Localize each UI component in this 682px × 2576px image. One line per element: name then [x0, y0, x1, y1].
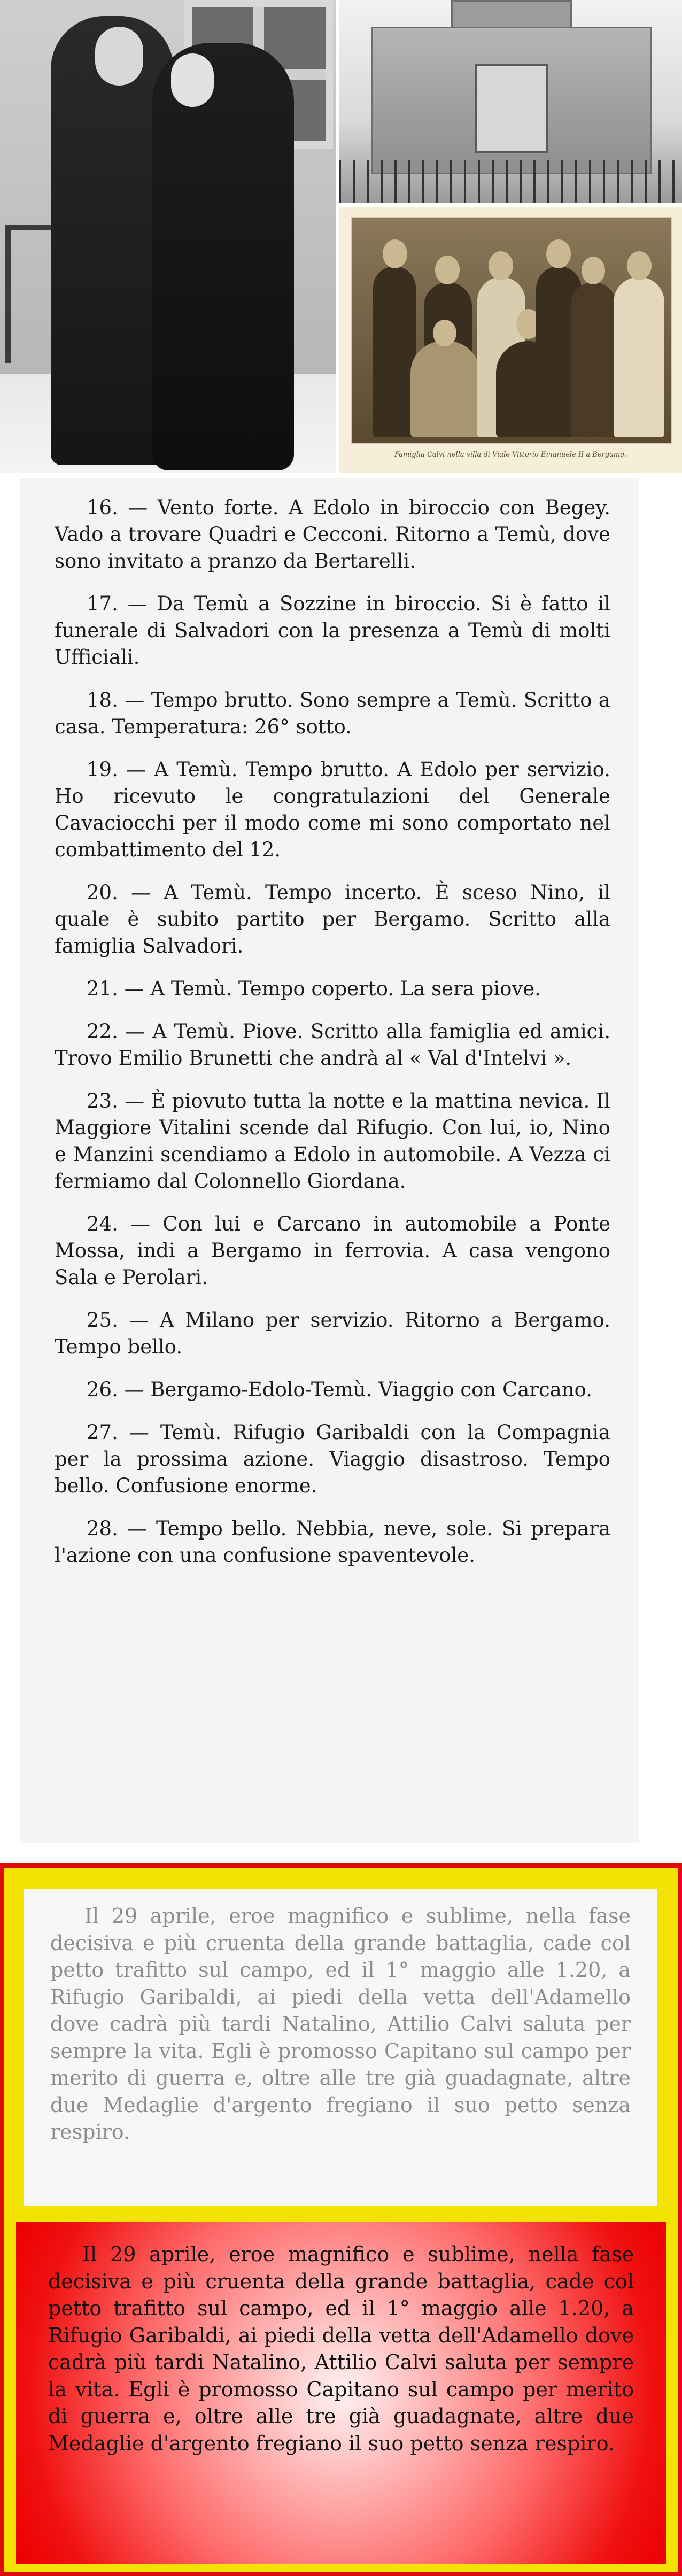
family-person-head [383, 239, 407, 268]
family-person [571, 282, 616, 437]
entry-day: 23. [87, 1089, 118, 1112]
entry-day: 26. [87, 1378, 118, 1401]
entry-text: — Con lui e Carcano in automobile a Ponte Mossa, indi a Bergamo in ferrovia. A casa vengono Sala e Perolari. [55, 1212, 610, 1289]
entry-text: — Tempo bello. Nebbia, neve, sole. Si prepara l'azione con una confusione spaventevole. [55, 1517, 610, 1567]
photo-man-face [95, 27, 143, 86]
diary-entry [55, 1211, 610, 1291]
entry-day: 18. [87, 689, 118, 711]
diary-entry [55, 1088, 610, 1195]
family-person [614, 277, 664, 437]
diary-entry [55, 1307, 610, 1360]
epilogue-quote-red [16, 2222, 666, 2564]
entry-text: — A Temù. Piove. Scritto alla famiglia ed amici. Trovo Emilio Brunetti che andrà al « Val d'Intelvi ». [55, 1020, 610, 1070]
family-person-head [435, 256, 460, 284]
entry-day: 17. [87, 592, 118, 615]
entry-day: 21. [87, 977, 118, 1000]
diary-entry [55, 494, 610, 575]
entry-text: — Bergamo-Edolo-Temù. Viaggio con Carcano. [118, 1378, 592, 1401]
epilogue-text-grey: Il 29 aprile, eroe magnifico e sublime, nella fase decisiva e più cruenta della grande battaglia, cade col petto trafitto sul campo, ed il 1° maggio alle 1.20, a Rifugio Garibaldi, ai piedi della vetta dell'Adamello dove cadrà più tardi Natalino, Attilio Calvi saluta per sempre la vita. Egli è promosso Capitano sul campo per merito di guerra e, oltre alle tre già guadagnate, altre due Medaglie d'argento fregiano il suo petto senza respiro. [50, 1904, 631, 2144]
entry-day: 20. [87, 881, 118, 904]
family-photo [339, 207, 682, 473]
monument-photo [339, 0, 682, 203]
entry-day: 27. [87, 1421, 118, 1444]
epilogue-text-red: Il 29 aprile, eroe magnifico e sublime, nella fase decisiva e più cruenta della grande battaglia, cade col petto trafitto sul campo, ed il 1° maggio alle 1.20, a Rifugio Garibaldi, ai piedi della vetta dell'Adamello dove cadrà più tardi Natalino, Attilio Calvi saluta per sempre la vita. Egli è promosso Capitano sul campo per merito di guerra e, oltre alle tre già guadagnate, altre due Medaglie d'argento fregiano il suo petto senza respiro. [48, 2242, 634, 2455]
family-person [410, 341, 480, 437]
entry-text: — A Milano per servizio. Ritorno a Bergamo. Tempo bello. [55, 1309, 610, 1358]
monument-fence [339, 160, 682, 203]
entry-text: — A Temù. Tempo incerto. È sceso Nino, il quale è subito partito per Bergamo. Scritto alla famiglia Salvadori. [55, 881, 610, 957]
diary-entry [55, 1515, 610, 1569]
entry-day: 22. [87, 1020, 118, 1043]
entry-day: 24. [87, 1212, 118, 1235]
entry-day: 16. [87, 496, 118, 519]
photo-woman-face [171, 53, 214, 107]
entry-text: — Temù. Rifugio Garibaldi con la Compagnia per la prossima azione. Viaggio disastroso. Tempo bello. Confusione enorme. [55, 1421, 610, 1497]
diary-entry [55, 1419, 610, 1499]
entry-text: — A Temù. Tempo brutto. A Edolo per servizio. Ho ricevuto le congratulazioni del Generale Cavaciocchi per il modo come mi sono comportato nel combattimento del 12. [55, 758, 610, 861]
family-person [373, 266, 416, 437]
diary-entry [55, 1018, 610, 1072]
monument-plaque [475, 64, 548, 153]
diary-page [20, 478, 639, 1843]
entry-text: — Tempo brutto. Sono sempre a Temù. Scritto a casa. Temperatura: 26° sotto. [55, 689, 610, 738]
diary-entry [55, 1376, 610, 1403]
family-photo-caption: Famiglia Calvi nella villa di Viale Vittorio Emanuele II a Bergamo. [394, 451, 626, 459]
photo-woman-figure [152, 43, 294, 470]
diary-entry [55, 976, 610, 1002]
epilogue-quote-grey [24, 1889, 657, 2206]
family-person-head [433, 320, 456, 346]
entry-day: 25. [87, 1309, 118, 1332]
entry-day: 28. [87, 1517, 118, 1540]
family-person-head [627, 251, 652, 280]
entry-text: — Da Temù a Sozzine in biroccio. Si è fatto il funerale di Salvadori con la presenza a Temù di molti Ufficiali. [55, 592, 610, 669]
diary-entry [55, 591, 610, 671]
diary-entry [55, 756, 610, 863]
entry-text: — È piovuto tutta la notte e la mattina nevica. Il Maggiore Vitalini scende dal Rifugio. Con lui, io, Nino e Manzini scendiamo a Edolo in automobile. A Vezza ci fermiamo dal Colonnello Giordana. [55, 1089, 610, 1193]
diary-entry [55, 687, 610, 740]
family-person-head [489, 251, 513, 280]
entry-text: — A Temù. Tempo coperto. La sera piove. [118, 977, 541, 1000]
diary-entry [55, 879, 610, 960]
entry-text: — Vento forte. A Edolo in biroccio con Begey. Vado a trovare Quadri e Cecconi. Ritorno a Temù, dove sono invitato a pranzo da Bertarelli. [55, 496, 610, 573]
family-photo-image [351, 217, 672, 444]
family-person-head [546, 239, 571, 268]
family-person-head [582, 257, 605, 284]
couple-portrait-photo [0, 0, 336, 473]
entry-day: 19. [87, 758, 118, 781]
